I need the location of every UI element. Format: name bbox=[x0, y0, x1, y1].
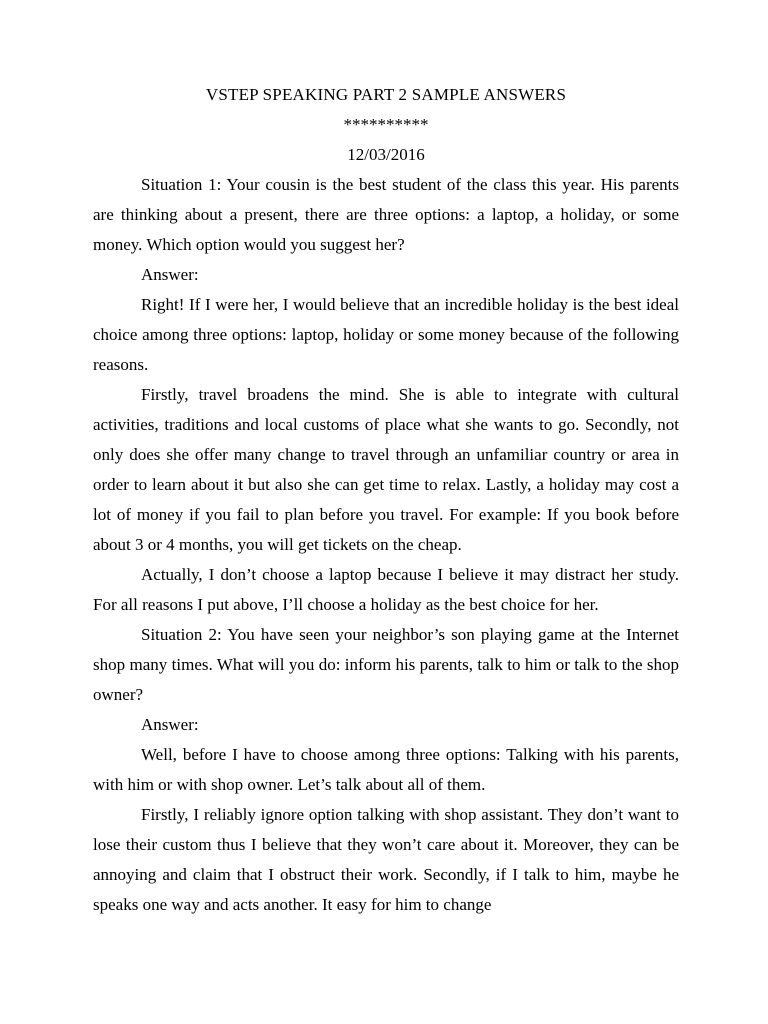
situation-1-answer-paragraph: Firstly, travel broadens the mind. She is able to integrate with cultural activities, traditions and local customs of place what she wants to go. Secondly, not only does she offer many change to travel through an unfamiliar country or area in order to learn about it but also she can get time to relax. Lastly, a holiday may cost a lot of money if you fail to plan before you travel. For example: If you book before about 3 or 4 months, you will get tickets on the cheap. bbox=[93, 385, 679, 554]
situation-2-prompt: Situation 2: You have seen your neighbor’s son playing game at the Internet shop many times. What will you do: inform his parents, talk to him or talk to the shop owner? bbox=[93, 625, 679, 704]
situation-2-answer-paragraph: Well, before I have to choose among three options: Talking with his parents, with him or with shop owner. Let’s talk about all of them. bbox=[93, 745, 679, 794]
situation-1-answer-paragraph: Actually, I don’t choose a laptop because I believe it may distract her study. For all reasons I put above, I’ll choose a holiday as the best choice for her. bbox=[93, 565, 679, 614]
document-title: VSTEP SPEAKING PART 2 SAMPLE ANSWERS bbox=[205, 85, 567, 104]
situation-1-answer-label: Answer: bbox=[141, 265, 199, 284]
document-date: 12/03/2016 bbox=[347, 145, 425, 164]
title-separator: ********** bbox=[343, 115, 429, 134]
situation-1-answer-paragraph: Right! If I were her, I would believe that an incredible holiday is the best ideal choice among three options: laptop, holiday or some money because of the following reasons. bbox=[93, 295, 679, 374]
document-body bbox=[93, 80, 679, 920]
situation-2-answer-paragraph: Firstly, I reliably ignore option talking with shop assistant. They don’t want to lose their custom thus I believe that they won’t care about it. Moreover, they can be annoying and claim that I obstruct their work. Secondly, if I talk to him, maybe he speaks one way and acts another. It easy for him to change bbox=[93, 805, 679, 914]
situation-1-prompt: Situation 1: Your cousin is the best student of the class this year. His parents are thinking about a present, there are three options: a laptop, a holiday, or some money. Which option would you suggest her? bbox=[93, 175, 679, 254]
situation-2-answer-label: Answer: bbox=[141, 715, 199, 734]
